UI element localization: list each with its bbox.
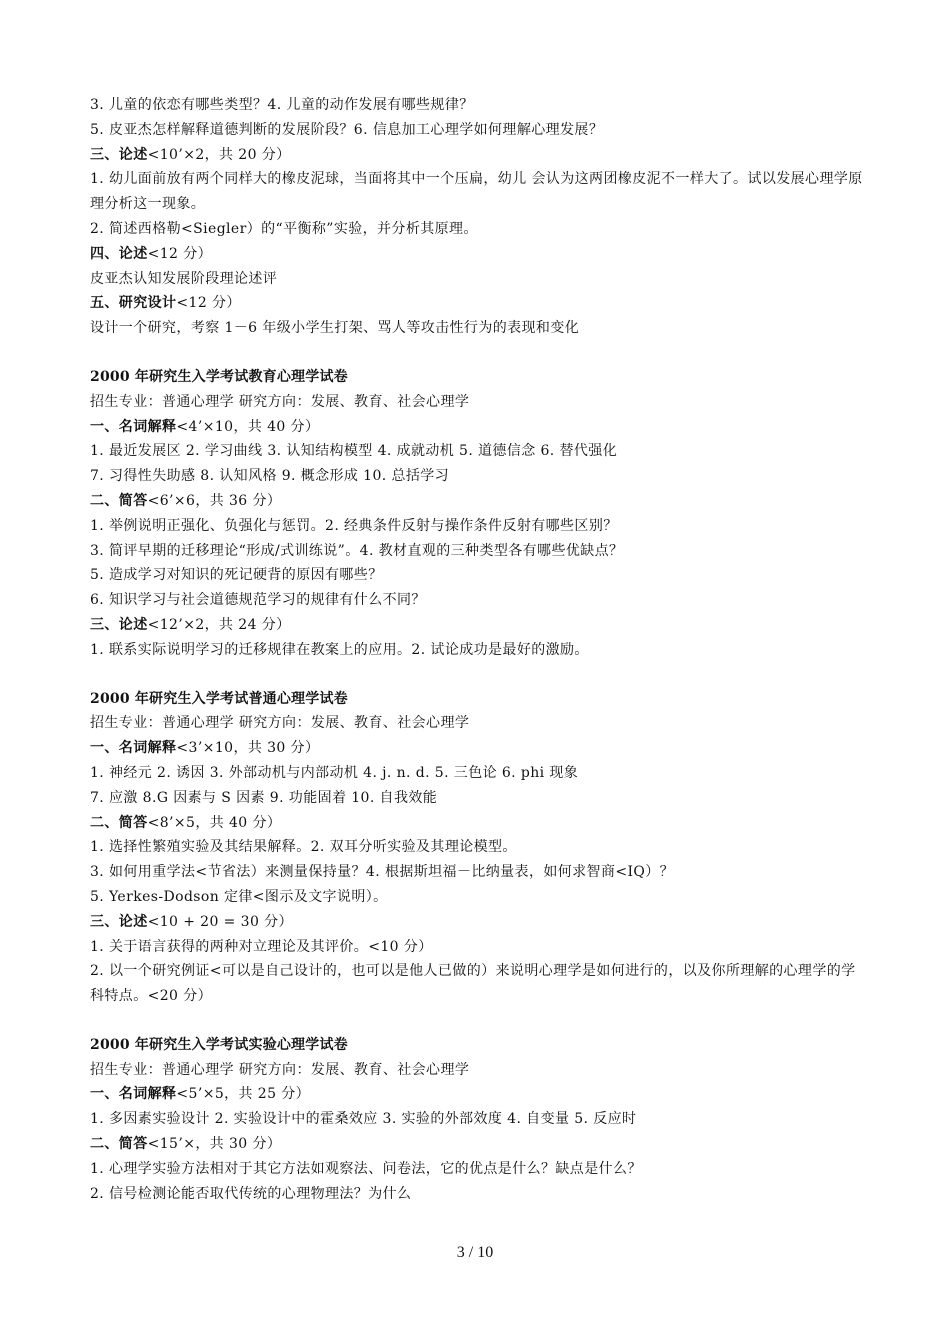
line-text: 5. 皮亚杰怎样解释道德判断的发展阶段？6. 信息加工心理学如何理解心理发展？ — [90, 121, 604, 138]
question-heading — [90, 1132, 865, 1157]
line-text: 2. 以一个研究例证<可以是自己设计的，也可以是他人已做的）来说明心理学是如何进行的，以及你所理解的心理学的学科特点。<20 分） — [90, 963, 856, 1005]
question-heading — [90, 415, 865, 440]
line-text: 1. 举例说明正强化、负强化与惩罚。2. 经典条件反射与操作条件反射有哪些区别？ — [90, 517, 618, 534]
line-text: 1. 神经元 2. 诱因 3. 外部动机与内部动机 4. j. n. d. 5. 三色论 6. phi 现象 — [90, 764, 579, 781]
line-text: 1. 最近发展区 2. 学习曲线 3. 认知结构模型 4. 成就动机 5. 道德信念 6. 替代强化 — [90, 443, 618, 460]
heading-score: <15’×，共 30 分） — [147, 1136, 282, 1153]
exam-section — [90, 687, 865, 1009]
line-text: 3. 简评早期的迁移理论“形成/式训练说”。4. 教材直观的三种类型各有哪些优缺点？ — [90, 542, 624, 559]
heading-label: 一、名词解释 — [90, 1086, 177, 1103]
line-text: 7. 应激 8.G 因素与 S 因素 9. 功能固着 10. 自我效能 — [90, 789, 438, 806]
question-heading — [90, 811, 865, 836]
section-gap — [90, 1009, 865, 1033]
line-text: 1. 联系实际说明学习的迁移规律在教案上的应用。2. 试论成功是最好的激励。 — [90, 641, 589, 658]
section-gap — [90, 341, 865, 365]
text-line — [90, 711, 865, 736]
heading-label: 五、研究设计 — [90, 295, 177, 312]
line-text: 5. Yerkes-Dodson 定律<图示及文字说明）。 — [90, 888, 388, 905]
text-line — [90, 464, 865, 489]
text-line — [90, 1182, 865, 1207]
section-gap — [90, 663, 865, 687]
line-text: 2. 信号检测论能否取代传统的心理物理法？为什么 — [90, 1185, 412, 1202]
question-heading — [90, 291, 865, 316]
text-line — [90, 118, 865, 143]
heading-score: <4’×10，共 40 分） — [176, 418, 320, 435]
question-heading — [90, 143, 865, 168]
exam-title: 2000 年研究生入学考试实验心理学试卷 — [90, 1036, 348, 1053]
line-text: 2. 简述西格勒<Siegler）的“平衡称”实验，并分析其原理。 — [90, 220, 478, 237]
line-text: 设计一个研究，考察 1－6 年级小学生打架、骂人等攻击性行为的表现和变化 — [90, 320, 580, 337]
exam-section — [90, 1033, 865, 1207]
line-text: 1. 幼儿面前放有两个同样大的橡皮泥球，当面将其中一个压扁，幼儿 会认为这两团橡皮泥不一样大了。试以发展心理学原理分析这一现象。 — [90, 171, 863, 213]
text-line — [90, 217, 865, 242]
document-body — [90, 93, 865, 1206]
text-line — [90, 1058, 865, 1083]
line-text: 6. 知识学习与社会道德规范学习的规律有什么不同？ — [90, 592, 426, 609]
line-text: 招生专业：普通心理学 研究方向：发展、教育、社会心理学 — [90, 715, 470, 732]
line-text: 5. 造成学习对知识的死记硬背的原因有哪些？ — [90, 567, 383, 584]
heading-label: 四、论述 — [90, 245, 148, 262]
text-line — [90, 860, 865, 885]
line-text: 1. 多因素实验设计 2. 实验设计中的霍桑效应 3. 实验的外部效度 4. 自变量 5. 反应时 — [90, 1111, 637, 1128]
text-line — [90, 390, 865, 415]
heading-label: 三、论述 — [90, 146, 148, 163]
heading-score: <6’×6，共 36 分） — [147, 492, 282, 509]
exam-title: 2000 年研究生入学考试普通心理学试卷 — [90, 690, 348, 707]
text-line — [90, 885, 865, 910]
line-text: 皮亚杰认知发展阶段理论述评 — [90, 270, 278, 287]
text-line — [90, 761, 865, 786]
text-line — [90, 563, 865, 588]
heading-score: <5’×5，共 25 分） — [176, 1086, 311, 1103]
heading-label: 一、名词解释 — [90, 740, 177, 757]
text-line — [90, 835, 865, 860]
heading-score: <12 分） — [147, 245, 213, 262]
question-heading — [90, 242, 865, 267]
line-text: 1. 心理学实验方法相对于其它方法如观察法、问卷法，它的优点是什么？缺点是什么？ — [90, 1160, 642, 1177]
question-heading — [90, 736, 865, 761]
heading-score: <8’×5，共 40 分） — [147, 814, 282, 831]
text-line — [90, 588, 865, 613]
text-line — [90, 539, 865, 564]
heading-score: <10’×2，共 20 分） — [147, 146, 291, 163]
page-number: 3 / 10 — [456, 1244, 494, 1261]
heading-label: 三、论述 — [90, 616, 148, 633]
question-heading — [90, 910, 865, 935]
heading-label: 二、简答 — [90, 1136, 148, 1153]
exam-section — [90, 93, 865, 341]
exam-section — [90, 365, 865, 663]
heading-label: 二、简答 — [90, 814, 148, 831]
text-line — [90, 267, 865, 292]
line-text: 3. 儿童的依恋有哪些类型？4. 儿童的动作发展有哪些规律？ — [90, 97, 474, 113]
heading-score: <10 + 20 = 30 分） — [147, 913, 293, 930]
heading-label: 一、名词解释 — [90, 418, 177, 435]
text-line — [90, 316, 865, 341]
text-line — [90, 959, 865, 1009]
heading-label: 三、论述 — [90, 913, 148, 930]
line-text: 7. 习得性失助感 8. 认知风格 9. 概念形成 10. 总括学习 — [90, 468, 450, 485]
text-line — [90, 167, 865, 217]
heading-label: 二、简答 — [90, 492, 148, 509]
text-line — [90, 1157, 865, 1182]
question-heading — [90, 613, 865, 638]
exam-title: 2000 年研究生入学考试教育心理学试卷 — [90, 368, 348, 385]
question-heading — [90, 1082, 865, 1107]
text-line — [90, 439, 865, 464]
heading-score: <12’×2，共 24 分） — [147, 616, 291, 633]
line-text: 1. 选择性繁殖实验及其结果解释。2. 双耳分听实验及其理论模型。 — [90, 839, 517, 856]
heading-score: <12 分） — [176, 295, 241, 312]
heading-score: <3’×10，共 30 分） — [176, 740, 320, 757]
line-text: 招生专业：普通心理学 研究方向：发展、教育、社会心理学 — [90, 1061, 470, 1078]
line-text: 招生专业：普通心理学 研究方向：发展、教育、社会心理学 — [90, 393, 470, 410]
text-line — [90, 1107, 865, 1132]
line-text: 1. 关于语言获得的两种对立理论及其评价。<10 分） — [90, 938, 433, 955]
text-line — [90, 93, 865, 118]
question-heading — [90, 489, 865, 514]
line-text: 3. 如何用重学法<节省法）来测量保持量？4. 根据斯坦福－比纳量表，如何求智商<IQ）？ — [90, 864, 675, 881]
text-line — [90, 514, 865, 539]
text-line — [90, 935, 865, 960]
text-line — [90, 638, 865, 663]
text-line — [90, 786, 865, 811]
